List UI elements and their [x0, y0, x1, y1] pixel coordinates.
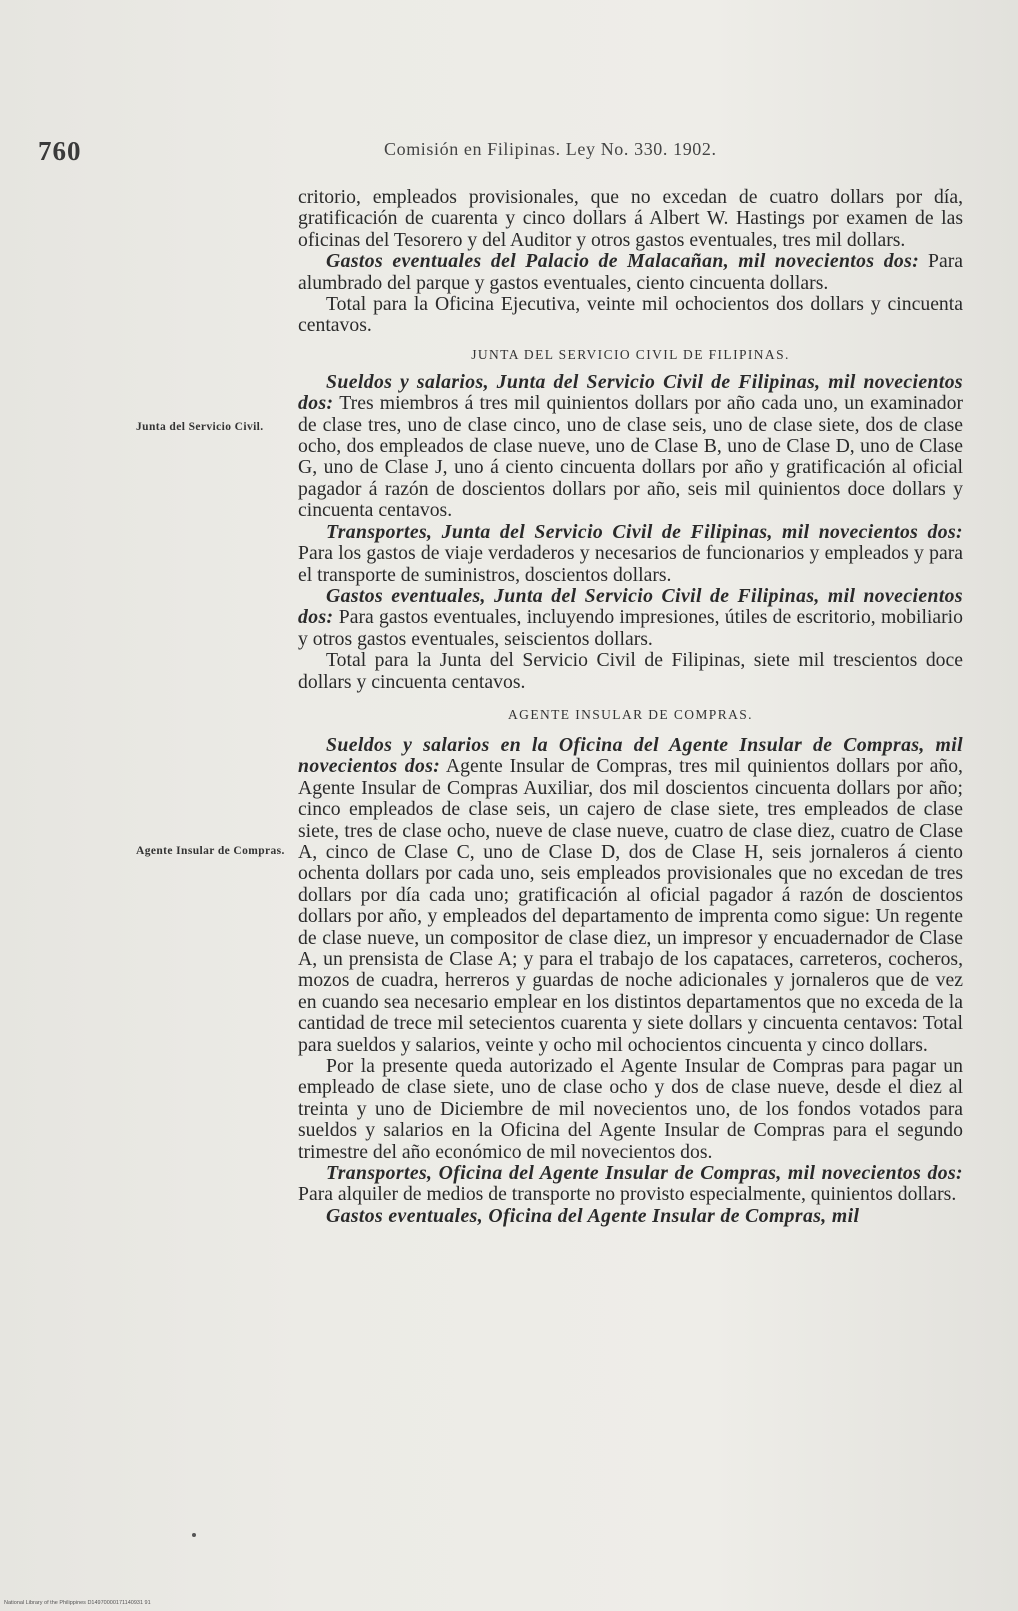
paragraph-text: Para los gastos de viaje verdaderos y necesarios de funcionarios y empleados y para el transporte de suministros, doscientos dollars.: [298, 542, 963, 586]
paragraph: [298, 294, 963, 337]
page-number: 760: [38, 136, 82, 166]
paragraph: [298, 1206, 963, 1227]
paragraph-text: Tres miembros á tres mil quinientos dollars por año cada uno, un examinador de clase tres, uno de clase cinco, uno de clase seis, uno de clase siete, dos de clase ocho, dos empleados de clase nueve, uno de Clase B, uno de Clase D, uno de Clase G, uno de Clase J, uno á ciento cincuenta dollars por año y gratificación al oficial pagador á razón de doscientos dollars por año, seis mil quinientos doce dollars y cincuenta centavos.: [298, 392, 963, 522]
section-heading-purchasing: AGENTE INSULAR DE COMPRAS.: [508, 706, 753, 722]
paragraph-lead: Sueldos y salarios en la Oficina del Agente Insular de Compras, mil novecientos dos:: [298, 733, 963, 778]
paragraph-lead: Sueldos y salarios, Junta del Servicio Civil de Filipinas, mil novecientos dos:: [298, 370, 963, 415]
paragraph-text: Para gastos eventuales, incluyendo impresiones, útiles de escritorio, mobiliario y otros gastos eventuales, seiscientos dollars.: [298, 606, 963, 650]
paragraph: [298, 586, 963, 650]
paragraph: [298, 187, 963, 251]
paragraph: [298, 251, 963, 294]
paragraph-text: Total para la Oficina Ejecutiva, veinte mil ochocientos dos dollars y cincuenta centavos.: [298, 293, 963, 337]
paragraph-text: Agente Insular de Compras, tres mil quinientos dollars por año, Agente Insular de Compras Auxiliar, dos mil doscientos cincuenta dollars por año; cinco empleados de clase seis, un cajero de clase siete, tres empleados de clase siete, tres de clase ocho, nueve de clase nueve, cuatro de clase diez, cuatro de Clase A, cinco de Clase C, uno de Clase D, dos de Clase H, seis jornaleros á ciento ochenta dollars por cada uno, seis empleados provisionales que no excedan de tres dollars por día cada uno; gratificación al oficial pagador á razón de doscientos dollars por año, y empleados del departamento de imprenta como sigue: Un regente de clase nueve, un compositor de clase diez, un impresor y encuadernador de Clase A, un prensista de Clase A; y para el trabajo de los capataces, carreteros, cocheros, mozos de cuadra, herreros y guardas de noche adicionales y jornaleros que de vez en cuando sea necesario emplear en los distintos departamentos que no exceda de la cantidad de trece mil setecientos cuarenta y siete dollars y cincuenta centavos: Total para sueldos y salarios, veinte y ocho mil ochocientos cincuenta y cinco dollars.: [298, 755, 963, 1056]
running-head: Comisión en Filipinas. Ley No. 330. 1902.: [384, 139, 717, 159]
paragraph-text: Total para la Junta del Servicio Civil de Filipinas, siete mil trescientos doce dollars y cincuenta centavos.: [298, 649, 963, 693]
paragraph: [298, 372, 963, 522]
ink-speck: [192, 1533, 196, 1537]
paragraph: [298, 1056, 963, 1163]
paragraph-lead: Gastos eventuales del Palacio de Malacañan, mil novecientos dos:: [326, 250, 920, 273]
paragraph: [298, 735, 963, 1056]
paragraph-lead: Gastos eventuales, Junta del Servicio Civil de Filipinas, mil novecientos dos:: [298, 584, 963, 629]
section-executive: [298, 187, 963, 337]
paragraph-lead: Transportes, Oficina del Agente Insular de Compras, mil novecientos dos:: [326, 1162, 963, 1185]
section-civil-service: [298, 372, 963, 693]
body-text: [298, 187, 963, 1227]
section-purchasing: [298, 735, 963, 1227]
paragraph: [298, 522, 963, 586]
paragraph-lead: Transportes, Junta del Servicio Civil de Filipinas, mil novecientos dos:: [326, 520, 963, 543]
paragraph-lead: Gastos eventuales, Oficina del Agente Insular de Compras, mil: [326, 1204, 860, 1227]
margin-note-purchasing-agent: Agente Insular de Compras.: [136, 845, 285, 857]
paragraph-text: critorio, empleados provisionales, que no excedan de cuatro dollars por día, gratificación de cuarenta y cinco dollars á Albert W. Hastings por examen de las oficinas del Tesorero y del Auditor y otros gastos eventuales, tres mil dollars.: [298, 186, 963, 251]
paragraph-text: Para alquiler de medios de transporte no provisto especialmente, quinientos dollars.: [298, 1183, 957, 1206]
paragraph-text: Para alumbrado del parque y gastos eventuales, ciento cincuenta dollars.: [298, 250, 964, 294]
paragraph: [298, 650, 963, 693]
section-heading-civil-service: JUNTA DEL SERVICIO CIVIL DE FILIPINAS.: [471, 346, 790, 362]
paragraph: [298, 1163, 963, 1206]
scan-footer: National Library of the Philippines D14970000171140931 91: [4, 1600, 151, 1606]
margin-note-civil-service: Junta del Servicio Civil.: [136, 421, 264, 433]
paragraph-text: Por la presente queda autorizado el Agente Insular de Compras para pagar un empleado de clase siete, uno de clase ocho y dos de clase nueve, desde el diez al treinta y uno de Diciembre de mil novecientos uno, de los fondos votados para sueldos y salarios en la Oficina del Agente Insular de Compras para el segundo trimestre del año económico de mil novecientos dos.: [298, 1055, 963, 1163]
